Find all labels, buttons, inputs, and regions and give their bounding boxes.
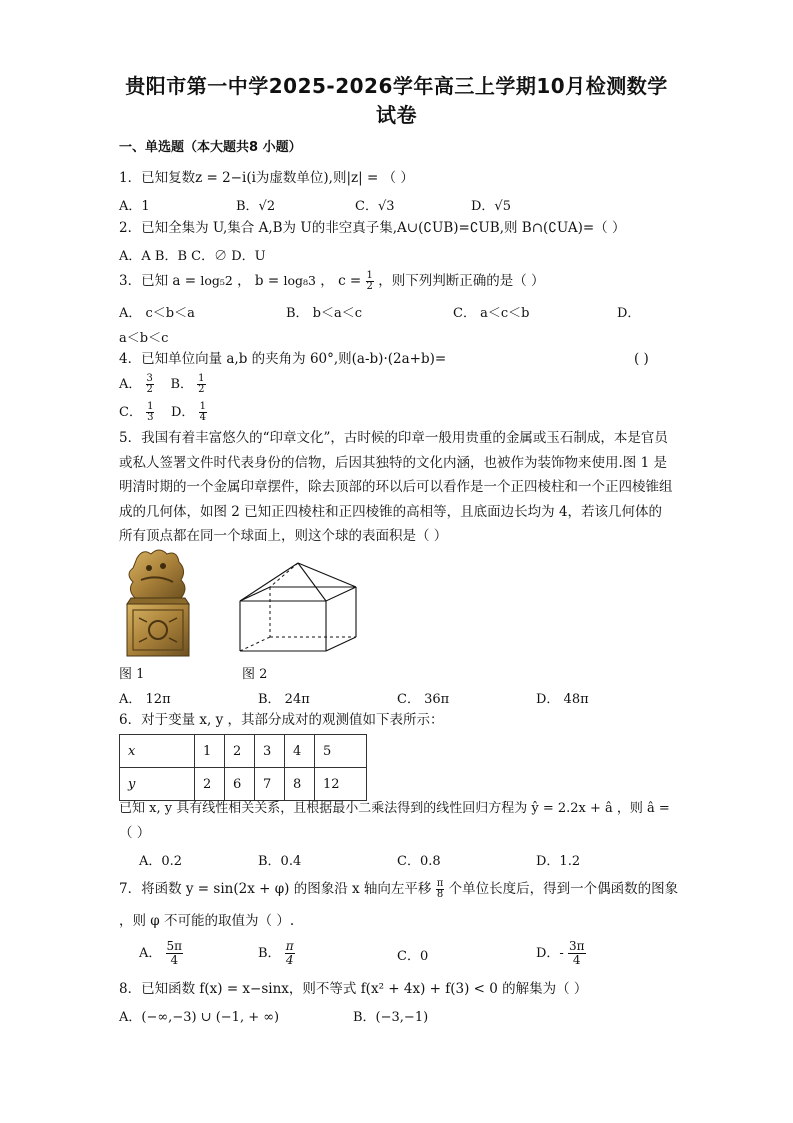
option-label: D．- [536, 946, 564, 961]
question-2-options[interactable]: A．A B．B C．∅ D．U [119, 249, 266, 264]
table-cell: 2 [225, 735, 255, 768]
question-3-option-d[interactable]: D． [617, 306, 641, 321]
question-3-tail: ，则下列判断正确的是（ ） [378, 273, 545, 289]
question-3-option-d-value: a＜b＜c [119, 331, 169, 346]
table-cell: 4 [285, 735, 315, 768]
table-row-y [120, 768, 367, 801]
question-4-options-row1 [119, 373, 206, 395]
question-3-option-b[interactable]: B． b＜a＜c [286, 306, 363, 321]
question-6-option-c[interactable]: C．0.8 [397, 854, 441, 869]
fraction-numerator: 1 [366, 270, 373, 281]
table-cell: 12 [315, 768, 367, 801]
fraction-denominator: 4 [572, 953, 581, 967]
question-4-option-d[interactable]: D． [171, 405, 195, 420]
question-6-answer-paren: （ ） [119, 825, 151, 841]
figure-1-caption: 图 1 [119, 667, 145, 682]
question-3-stem [119, 271, 545, 292]
question-8-option-b[interactable]: B．(−3,−1) [353, 1010, 429, 1025]
question-8-stem: 8．已知函数 f(x) = x−sinx，则不等式 f(x² + 4x) + f(3) < 0 的解集为（ ） [119, 981, 588, 997]
fraction-numerator: 5π [166, 939, 183, 953]
question-3-b-label: ， b = [237, 273, 280, 289]
question-6-stem: 6．对于变量 x, y ，其部分成对的观测值如下表所示： [119, 712, 444, 728]
question-1-option-c[interactable]: C．√3 [355, 199, 395, 214]
table-cell: 3 [255, 735, 285, 768]
question-4-option-a-fraction [146, 374, 154, 395]
question-7-stem-line1 [119, 879, 678, 900]
question-7-stem-line2: ，则 φ 不可能的取值为（ ）. [119, 913, 295, 929]
section-heading-single-choice: 一、单选题（本大题共8 小题） [119, 140, 302, 155]
question-1-option-a[interactable]: A．1 [119, 199, 150, 214]
observation-table [119, 734, 367, 801]
table-cell: 8 [285, 768, 315, 801]
question-5-text: 5．我国有着丰富悠久的“印章文化”，古时候的印章一般用贵重的金属或玉石制成，本是官员或私人签署文件时代表身份的信物，后因其独特的文化内涵，也被作为装饰物来使用.图 1 是明清时期的一个金属印章摆件，除去顶部的环以后可以看作是一个正四棱柱和一个正四棱锥组成的几何体，如图 2 已知正四棱柱和正四棱锥的高相等，且底面边长均为 4，若该几何体的所有顶点都在同一个球面上，则这个球的表面积是（ ） [119, 430, 673, 544]
question-3-option-c[interactable]: C． a＜c＜b [453, 306, 530, 321]
fraction-denominator: 2 [146, 384, 153, 395]
fraction-denominator: 3 [147, 412, 154, 423]
question-7-option-d[interactable] [536, 940, 586, 967]
table-cell: x [120, 735, 195, 768]
question-1-option-b[interactable]: B．√2 [236, 199, 276, 214]
option-fraction [166, 940, 184, 967]
question-3-log-a: log₅2 [200, 273, 233, 288]
fraction-denominator: 8 [436, 889, 444, 900]
question-6-option-a[interactable]: A．0.2 [139, 854, 183, 869]
question-6-regression-text: 已知 x, y 具有线性相关关系，且根据最小二乘法得到的线性回归方程为 ŷ = 2.2x + â ，则 â = [119, 801, 670, 816]
question-4-option-a[interactable]: A． [119, 377, 142, 392]
question-3-c-fraction [366, 271, 374, 292]
fraction-numerator: 1 [147, 401, 154, 412]
question-4-option-b[interactable]: B． [170, 377, 193, 392]
fraction-numerator: 3π [568, 939, 585, 953]
question-7-option-b[interactable] [258, 940, 295, 967]
table-cell: 6 [225, 768, 255, 801]
fraction-numerator: 1 [199, 401, 206, 412]
question-8-option-a[interactable]: A．(−∞,−3) ∪ (−1, + ∞) [119, 1010, 280, 1025]
fraction-denominator: 4 [285, 953, 294, 967]
option-label: B． [258, 946, 281, 961]
figure-2-caption: 图 2 [242, 667, 268, 682]
fraction-numerator: π [436, 878, 444, 889]
table-cell: 2 [195, 768, 225, 801]
fraction-numerator: π [285, 939, 294, 953]
question-3-a-label: 3．已知 a = [119, 273, 197, 289]
question-4-options-row2 [119, 401, 207, 423]
table-cell: 7 [255, 768, 285, 801]
fraction-denominator: 2 [366, 281, 373, 292]
question-3-log-b: log₈3 [283, 273, 316, 288]
table-cell: y [120, 768, 195, 801]
exam-title-line1: 贵阳市第一中学2025-2026学年高三上学期10月检测数学 [125, 74, 668, 98]
seal-photo-figure-1 [119, 548, 195, 660]
exam-title-line2: 试卷 [376, 103, 417, 127]
question-3-option-a[interactable]: A． c＜b＜a [119, 306, 195, 321]
option-label: A． [139, 946, 162, 961]
question-6-option-b[interactable]: B．0.4 [258, 854, 302, 869]
prism-pyramid-diagram-figure-2 [234, 561, 362, 661]
option-fraction [568, 940, 586, 967]
question-7-option-a[interactable] [139, 940, 183, 967]
table-row-x [120, 735, 367, 768]
table-cell: 5 [315, 735, 367, 768]
question-5-option-c[interactable]: C． 36π [397, 692, 450, 707]
table-cell: 1 [195, 735, 225, 768]
question-4-answer-paren: ( ) [634, 351, 649, 367]
fraction-denominator: 2 [198, 384, 205, 395]
question-5-option-b[interactable]: B． 24π [258, 692, 310, 707]
question-4-option-d-fraction [199, 402, 207, 423]
question-5-option-d[interactable]: D． 48π [536, 692, 589, 707]
question-6-option-d[interactable]: D．1.2 [536, 854, 581, 869]
question-4-option-c[interactable]: C． [119, 405, 142, 420]
question-1-option-d[interactable]: D．√5 [471, 199, 511, 214]
question-7-shift-fraction [436, 879, 445, 900]
question-2-stem: 2．已知全集为 U,集合 A,B为 U的非空真子集,A∪(∁UB)=∁UB,则 B∩(∁UA)=（ ） [119, 220, 626, 236]
question-4-stem: 4．已知单位向量 a,b 的夹角为 60°,则(a-b)·(2a+b)= [119, 351, 447, 367]
question-4-option-c-fraction [146, 402, 154, 423]
question-7-stem-b: 个单位长度后，得到一个偶函数的图象 [448, 881, 679, 897]
question-3-c-label: ， c = [320, 273, 362, 289]
fraction-numerator: 3 [146, 373, 153, 384]
option-fraction [285, 940, 295, 967]
question-1-stem: 1．已知复数z = 2−i(i为虚数单位),则|z| = （ ） [119, 170, 414, 186]
fraction-denominator: 4 [170, 953, 179, 967]
question-7-stem-a: 7．将函数 y = sin(2x + φ) 的图象沿 x 轴向左平移 [119, 881, 432, 897]
fraction-numerator: 1 [198, 373, 205, 384]
question-5-option-a[interactable]: A． 12π [119, 692, 171, 707]
fraction-denominator: 4 [199, 412, 206, 423]
question-4-option-b-fraction [197, 374, 205, 395]
question-7-option-c[interactable]: C．0 [397, 949, 429, 964]
